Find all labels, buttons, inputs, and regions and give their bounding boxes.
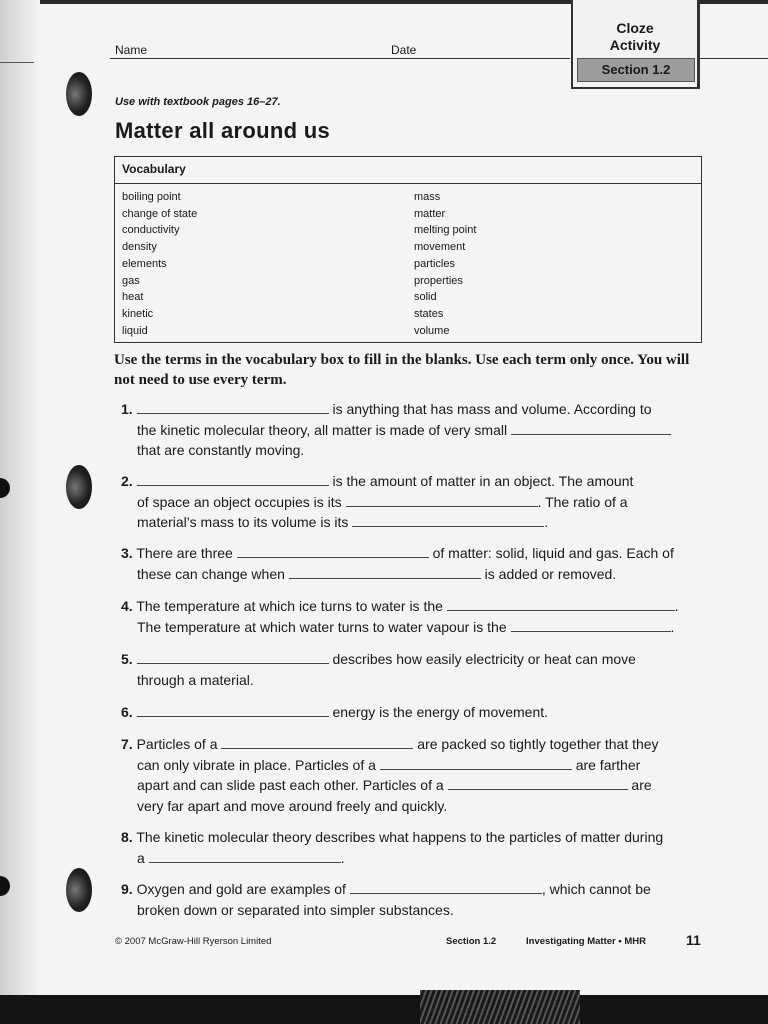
question-number: 4.: [121, 598, 133, 614]
instructions: Use the terms in the vocabulary box to fill in the blanks. Use each term only once. You will not need to use every term.: [114, 352, 690, 388]
blank-4a[interactable]: [447, 598, 675, 611]
question-text: these can change when: [137, 565, 285, 582]
blank-6[interactable]: [137, 704, 329, 717]
vocab-term: matter: [414, 207, 446, 220]
blank-2c[interactable]: [352, 514, 544, 527]
vocab-term: movement: [414, 241, 466, 254]
question-number: 3.: [121, 545, 133, 561]
question-text: is anything that has mass and volume. According to: [332, 401, 652, 417]
question-text: are packed so tightly together that they: [417, 736, 659, 752]
question-6: [121, 702, 711, 723]
blank-9[interactable]: [350, 881, 542, 894]
footer-section: Section 1.2: [446, 936, 497, 947]
margin-line: [0, 62, 34, 63]
vocab-term: gas: [122, 274, 140, 287]
vocabulary-header: [115, 157, 701, 184]
question-text: the kinetic molecular theory, all matter is made of very small: [137, 421, 508, 438]
vocab-term: density: [122, 241, 157, 254]
background-surface: [0, 995, 768, 1024]
question-text: apart and can slide past each other. Particles of a: [137, 777, 444, 793]
question-text: .: [670, 618, 675, 635]
question-text: through a material.: [137, 671, 254, 688]
question-number: 2.: [121, 473, 133, 489]
question-number: 1.: [121, 401, 133, 417]
copyright: © 2007 McGraw-Hill Ryerson Limited: [115, 936, 272, 947]
question-text: The kinetic molecular theory describes what happens to the particles of matter during: [136, 829, 664, 845]
vocab-term: kinetic: [122, 307, 154, 320]
section-badge: Section 1.2: [577, 58, 695, 82]
footer-book: Investigating Matter • MHR: [526, 936, 646, 947]
question-9: [121, 879, 711, 920]
question-text: can only vibrate in place. Particles of a: [137, 756, 376, 773]
blank-2b[interactable]: [346, 494, 538, 507]
blank-1a[interactable]: [137, 401, 329, 414]
vocabulary-box: [114, 156, 702, 343]
question-text: .: [544, 514, 549, 530]
question-number: 6.: [121, 704, 133, 720]
question-text: There are three: [136, 545, 233, 561]
date-label: Date: [391, 43, 417, 57]
question-text: of space an object occupies is its: [137, 493, 342, 510]
vocab-term: particles: [414, 257, 455, 270]
blank-7a[interactable]: [221, 736, 413, 749]
header-rule-right: [695, 58, 768, 59]
name-label: Name: [115, 43, 148, 57]
vocab-term: volume: [414, 324, 450, 337]
question-7: [121, 734, 711, 816]
question-text: Oxygen and gold are examples of: [136, 881, 346, 897]
vocab-term: conductivity: [122, 224, 180, 237]
question-text: very far apart and move around freely and quickly.: [137, 797, 448, 814]
question-text: Particles of a: [136, 736, 218, 752]
blank-2a[interactable]: [137, 473, 329, 486]
tab-title-activity: Activity: [609, 37, 661, 53]
question-1: [121, 399, 711, 461]
question-5: [121, 649, 711, 690]
vocab-term: mass: [414, 191, 441, 203]
textbook-reference: Use with textbook pages 16–27.: [115, 96, 281, 108]
tab-title-cloze: Cloze: [616, 20, 654, 36]
question-text: , which cannot be: [541, 881, 651, 897]
vocab-term: melting point: [414, 224, 477, 237]
binding-shadow: [0, 0, 40, 995]
question-text: of matter: solid, liquid and gas. Each of: [432, 545, 674, 561]
punch-hole-top: [66, 72, 92, 116]
activity-tab: [571, 0, 700, 89]
question-4: [121, 596, 711, 637]
vocabulary-heading: Vocabulary: [122, 162, 186, 176]
question-number: 5.: [121, 651, 133, 667]
vocabulary-left-column: [122, 189, 197, 339]
blank-5[interactable]: [137, 651, 329, 664]
vocab-term: liquid: [122, 324, 148, 337]
page-number: 11: [686, 932, 701, 948]
question-text: The temperature at which ice turns to water is the: [136, 598, 443, 614]
blank-3a[interactable]: [237, 545, 429, 558]
blank-7b[interactable]: [380, 757, 572, 770]
vocab-term: states: [414, 307, 444, 320]
question-8: [121, 827, 711, 868]
question-text: describes how easily electricity or heat can move: [332, 651, 636, 667]
question-text: .: [674, 598, 679, 614]
blank-4b[interactable]: [511, 619, 671, 632]
question-number: 8.: [121, 829, 133, 845]
question-2: [121, 471, 711, 533]
vocab-term: solid: [414, 291, 437, 304]
question-text: broken down or separated into simpler substances.: [137, 901, 454, 918]
blank-1b[interactable]: [511, 422, 671, 435]
name-date-rule: [110, 58, 570, 59]
vocabulary-right-column: [414, 189, 476, 339]
question-text: is the amount of matter in an object. The amount: [332, 473, 634, 489]
blank-8[interactable]: [149, 850, 341, 863]
blank-3b[interactable]: [289, 566, 481, 579]
page-title: Matter all around us: [115, 118, 331, 143]
punch-hole-bottom: [66, 868, 92, 912]
question-text: that are constantly moving.: [137, 442, 305, 458]
question-text: are: [631, 777, 652, 793]
question-text: material’s mass to its volume is its: [137, 514, 349, 530]
question-text: are farther: [575, 756, 641, 773]
vocab-term: properties: [414, 274, 463, 287]
question-text: The temperature at which water turns to water vapour is the: [137, 618, 507, 635]
question-text: . The ratio of a: [537, 493, 628, 510]
vocab-term: elements: [122, 257, 167, 270]
question-number: 7.: [121, 736, 133, 752]
binder-texture: [420, 990, 580, 1024]
vocab-term: heat: [122, 291, 144, 304]
punch-hole-middle: [66, 465, 92, 509]
question-3: [121, 543, 711, 584]
question-number: 9.: [121, 881, 133, 897]
question-text: is added or removed.: [484, 565, 617, 582]
question-text: a: [137, 849, 145, 866]
vocab-term: boiling point: [122, 191, 181, 203]
question-text: .: [340, 849, 345, 866]
question-text: energy is the energy of movement.: [332, 704, 549, 720]
blank-7c[interactable]: [448, 777, 628, 790]
vocab-term: change of state: [122, 207, 198, 220]
